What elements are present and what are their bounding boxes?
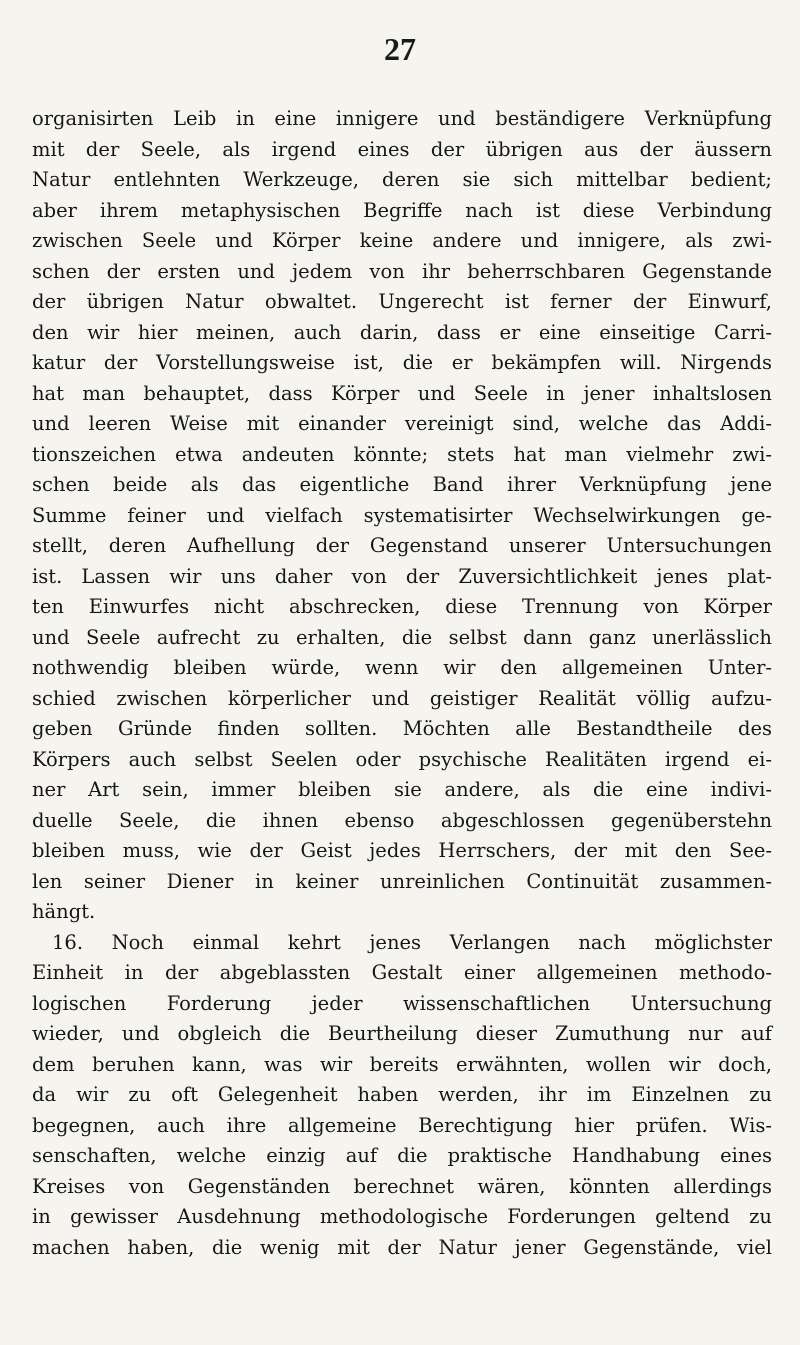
text-line: der übrigen Natur obwaltet. Ungerecht ist ferner der Einwurf, <box>32 290 772 313</box>
text-line: schied zwischen körperlicher und geistiger Realität völlig aufzu- <box>32 686 772 710</box>
text-line: den wir hier meinen, auch darin, dass er eine einseitige Carri- <box>32 320 772 344</box>
text-line: und Seele aufrecht zu erhalten, die selbst dann ganz unerlässlich <box>32 625 772 649</box>
text-line: zwischen Seele und Körper keine andere und innigere, als zwi- <box>32 229 772 252</box>
text-line: logischen Forderung jeder wissenschaftlichen Untersuchung <box>32 991 772 1015</box>
text-line: ist. Lassen wir uns daher von der Zuversichtlichkeit jenes plat- <box>32 564 772 588</box>
text-line: in gewisser Ausdehnung methodologische Forderungen geltend zu <box>32 1205 772 1228</box>
text-line: hat man behauptet, dass Körper und Seele in jener inhaltslosen <box>32 381 772 405</box>
text-line: da wir zu oft Gelegenheit haben werden, ihr im Einzelnen zu <box>32 1083 772 1106</box>
text-line: ner Art sein, immer bleiben sie andere, als die eine indivi- <box>32 778 772 801</box>
text-line: Natur entlehnten Werkzeuge, deren sie sich mittelbar bedient; <box>32 168 772 191</box>
paragraph-end-line: hängt. <box>32 900 96 923</box>
text-line: geben Gründe finden sollten. Möchten alle Bestandtheile des <box>32 717 772 740</box>
text-line: Summe feiner und vielfach systematisirter Wechselwirkungen ge- <box>32 503 772 527</box>
text-line: wieder, und obgleich die Beurtheilung dieser Zumuthung nur auf <box>32 1022 772 1045</box>
text-line: katur der Vorstellungsweise ist, die er bekämpfen will. Nirgends <box>32 351 772 374</box>
text-line: senschaften, welche einzig auf die praktische Handhabung eines <box>32 1144 772 1167</box>
section-start-line: 16. Noch einmal kehrt jenes Verlangen nach möglichster <box>52 930 772 954</box>
text-line: nothwendig bleiben würde, wenn wir den allgemeinen Unter- <box>32 656 772 679</box>
text-line: duelle Seele, die ihnen ebenso abgeschlossen gegenüberstehn <box>32 808 772 832</box>
text-line: schen beide als das eigentliche Band ihrer Verknüpfung jene <box>32 473 772 496</box>
body-text <box>32 104 772 1263</box>
text-line: schen der ersten und jedem von ihr beherrschbaren Gegenstande <box>32 259 772 283</box>
text-line: organisirten Leib in eine innigere und beständigere Verknüpfung <box>32 107 772 130</box>
page-number: 27 <box>384 31 416 67</box>
text-line: dem beruhen kann, was wir bereits erwähnten, wollen wir doch, <box>32 1052 772 1076</box>
text-line: begegnen, auch ihre allgemeine Berechtigung hier prüfen. Wis- <box>32 1113 772 1137</box>
text-line: Körpers auch selbst Seelen oder psychische Realitäten irgend ei- <box>32 747 772 771</box>
text-line: mit der Seele, als irgend eines der übrigen aus der äussern <box>32 137 772 161</box>
text-line: bleiben muss, wie der Geist jedes Herrschers, der mit den See- <box>32 839 772 862</box>
text-line: tionszeichen etwa andeuten könnte; stets hat man vielmehr zwi- <box>32 442 772 466</box>
text-line: Einheit in der abgeblassten Gestalt einer allgemeinen methodo- <box>32 961 772 984</box>
text-line: und leeren Weise mit einander vereinigt sind, welche das Addi- <box>32 412 772 435</box>
text-line: ten Einwurfes nicht abschrecken, diese Trennung von Körper <box>32 595 772 618</box>
text-line: stellt, deren Aufhellung der Gegenstand unserer Untersuchungen <box>32 534 772 557</box>
text-line: aber ihrem metaphysischen Begriffe nach ist diese Verbindung <box>32 198 772 222</box>
text-line: Kreises von Gegenständen berechnet wären, könnten allerdings <box>32 1174 772 1198</box>
text-line: machen haben, die wenig mit der Natur jener Gegenstände, viel <box>32 1235 772 1259</box>
text-line: len seiner Diener in keiner unreinlichen Continuität zusammen- <box>32 869 772 893</box>
